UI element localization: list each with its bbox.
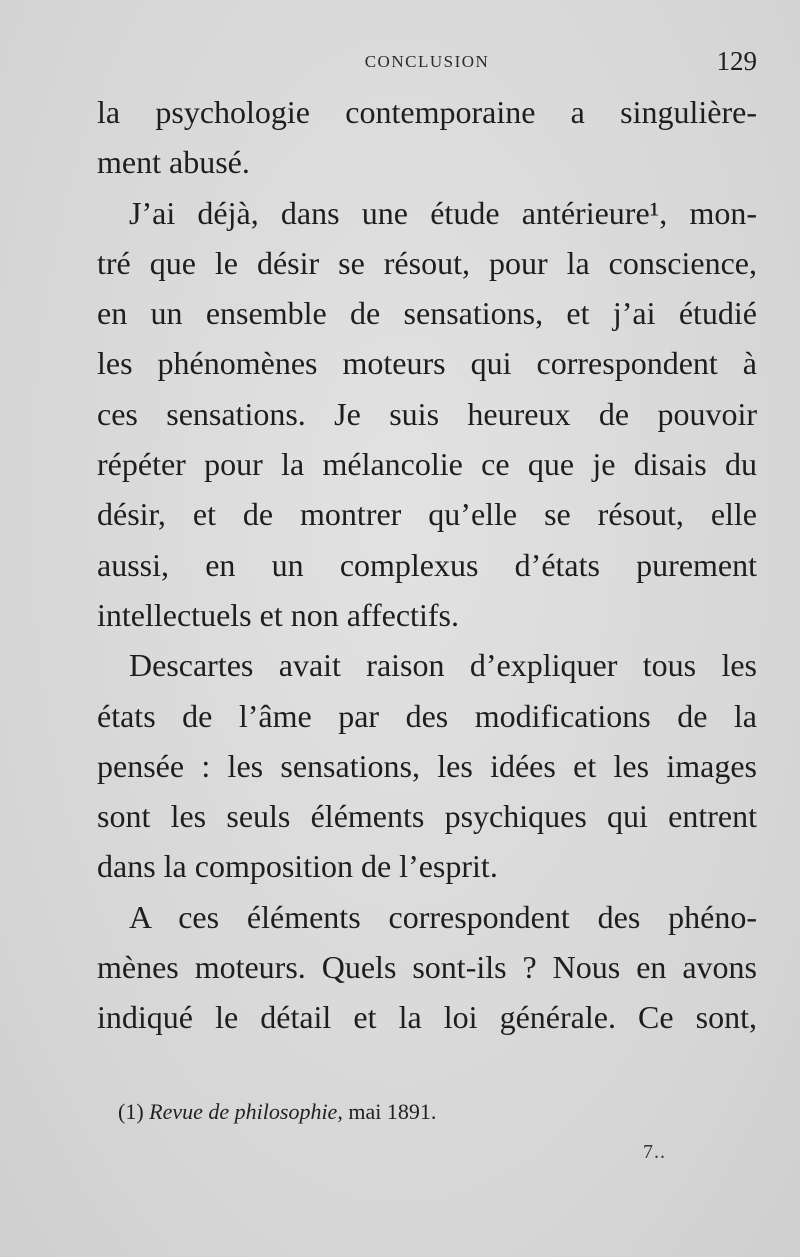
footnote-title: Revue de philosophie — [149, 1099, 338, 1124]
text-line: répéter pour la mélancolie ce que je disais du — [97, 446, 757, 483]
footnote-rest: , mai 1891. — [337, 1099, 437, 1124]
printer-signature: 7.. — [643, 1141, 666, 1163]
text-line: les phénomènes moteurs qui correspondent à — [97, 345, 757, 382]
text-line: désir, et de montrer qu’elle se résout, elle — [97, 496, 757, 533]
text-line: aussi, en un complexus d’états purement — [97, 546, 757, 583]
text-line: en un ensemble de sensations, et j’ai étudié — [97, 295, 757, 332]
text-line: états de l’âme par des modifications de la — [97, 697, 757, 734]
page-number: 129 — [716, 46, 757, 76]
text-line: indiqué le détail et la loi générale. Ce sont, — [97, 999, 757, 1036]
text-line: ment abusé. — [97, 144, 250, 181]
text-line: A ces éléments correspondent des phéno- — [129, 898, 757, 935]
body-text — [97, 87, 757, 1043]
text-line: mènes moteurs. Quels sont-ils ? Nous en avons — [97, 949, 757, 986]
running-title: CONCLUSION — [364, 52, 490, 71]
text-line: tré que le désir se résout, pour la conscience, — [97, 244, 757, 281]
text-line: Descartes avait raison d’expliquer tous les — [129, 647, 757, 684]
text-line: J’ai déjà, dans une étude antérieure¹, mon- — [129, 194, 757, 231]
footnote — [118, 1099, 718, 1125]
text-line: intellectuels et non affectifs. — [97, 596, 459, 633]
footnote-marker: (1) — [118, 1099, 144, 1124]
text-line: pensée : les sensations, les idées et les images — [97, 747, 757, 784]
text-line: dans la composition de l’esprit. — [97, 848, 498, 885]
text-line: ces sensations. Je suis heureux de pouvoir — [97, 395, 757, 432]
running-head — [97, 46, 757, 76]
text-line: sont les seuls éléments psychiques qui entrent — [97, 798, 757, 835]
text-line: la psychologie contemporaine a singulière- — [97, 94, 757, 130]
